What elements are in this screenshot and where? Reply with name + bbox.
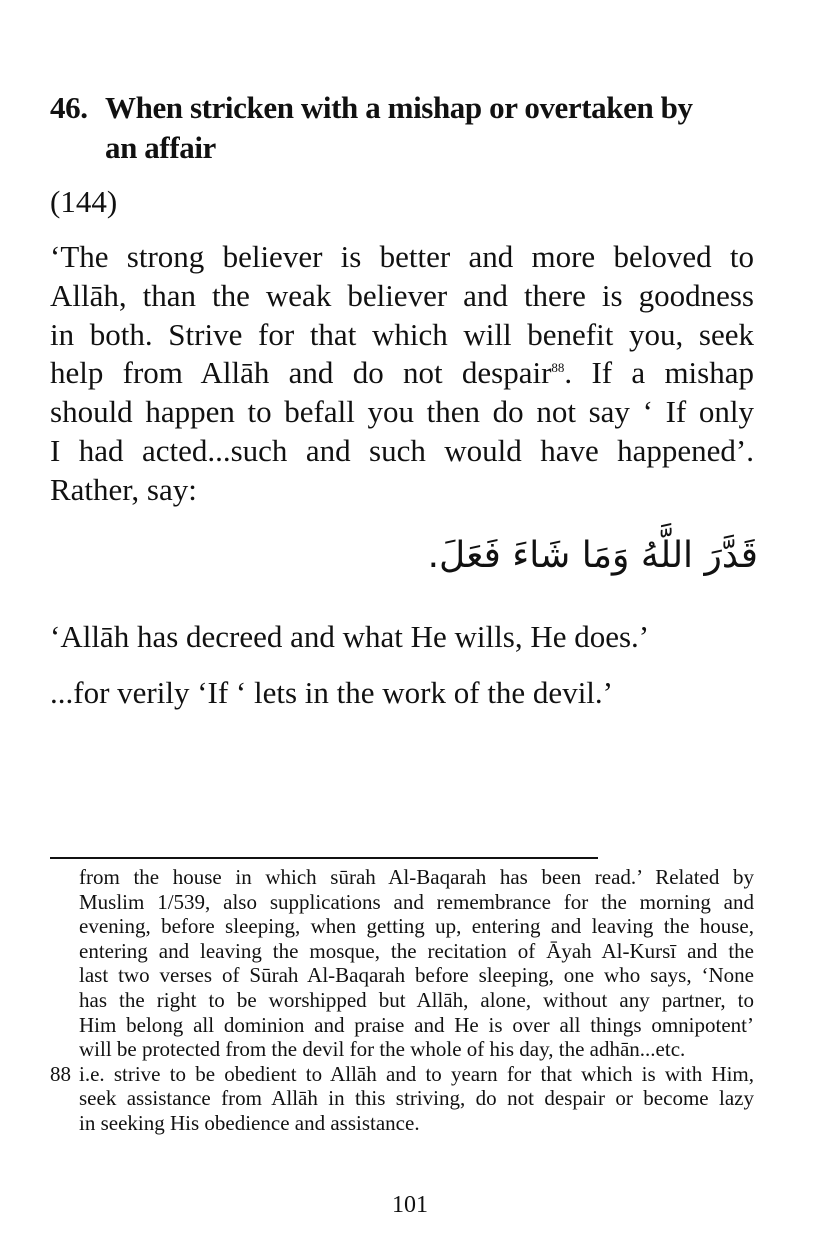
footnote-line: evening, before sleeping, when getting up, entering and leaving the house, <box>79 914 754 939</box>
footnote-line: Muslim 1/539, also supplications and remembrance for the morning and <box>79 889 754 914</box>
footnote-reference-88[interactable]: 88 <box>551 360 565 376</box>
page-number: 101 <box>392 1192 428 1218</box>
footnote-line: i.e. strive to be obedient to Allāh and to yearn for that which is with Him, <box>79 1061 754 1086</box>
footnote-88 <box>50 1062 754 1136</box>
footnote-line: has the right to be worshipped but Allāh, alone, without any partner, to <box>79 987 754 1012</box>
hadith-text <box>50 238 754 510</box>
section-title-line-2: an affair <box>105 130 216 165</box>
footnote-marker: 88 <box>50 1061 71 1086</box>
section-heading <box>50 88 760 168</box>
hadith-line: ‘The strong believer is better and more beloved to <box>50 239 754 274</box>
section-number: 46. <box>50 90 88 125</box>
hadith-line: Allāh, than the weak believer and there is goodness <box>50 277 754 313</box>
footnote-line: in seeking His obedience and assistance. <box>79 1110 420 1135</box>
hadith-line-part: help from Allāh and do not despair <box>50 355 552 391</box>
footnotes <box>50 865 754 1136</box>
hadith-continuation: ...for verily ‘If ‘ lets in the work of the devil.’ <box>50 675 613 710</box>
section-title-line-1: When stricken with a mishap or overtaken by <box>105 90 693 125</box>
supplication-translation: ‘Allāh has decreed and what He wills, He does.’ <box>50 619 650 654</box>
arabic-supplication: قَدَّرَ اللَّهُ وَمَا شَاءَ فَعَلَ. <box>427 535 758 576</box>
footnote-line: from the house in which sūrah Al-Baqarah has been read.’ Related by <box>79 865 754 889</box>
footnote-separator <box>50 857 598 859</box>
hadith-reference-number: (144) <box>50 184 118 219</box>
hadith-line-with-footnote <box>50 354 754 393</box>
hadith-line: should happen to befall you then do not say ‘ If only <box>50 394 754 430</box>
hadith-line: Rather, say: <box>50 471 197 507</box>
footnote-line: entering and leaving the mosque, the recitation of Āyah Al-Kursī and the <box>79 938 754 963</box>
hadith-line-part: . If a mishap <box>564 355 754 391</box>
footnote-continued <box>50 865 754 1062</box>
hadith-line: I had acted...such and such would have happened’. <box>50 432 754 468</box>
footnote-line: will be protected from the devil for the whole of his day, the adhān...etc. <box>79 1037 686 1062</box>
footnote-line: Him belong all dominion and praise and He is over all things omnipotent’ <box>79 1012 754 1037</box>
footnote-line: last two verses of Sūrah Al-Baqarah before sleeping, one who says, ‘None <box>79 963 754 988</box>
footnote-line: seek assistance from Allāh in this striving, do not despair or become lazy <box>79 1086 754 1111</box>
hadith-line: in both. Strive for that which will benefit you, seek <box>50 316 754 352</box>
